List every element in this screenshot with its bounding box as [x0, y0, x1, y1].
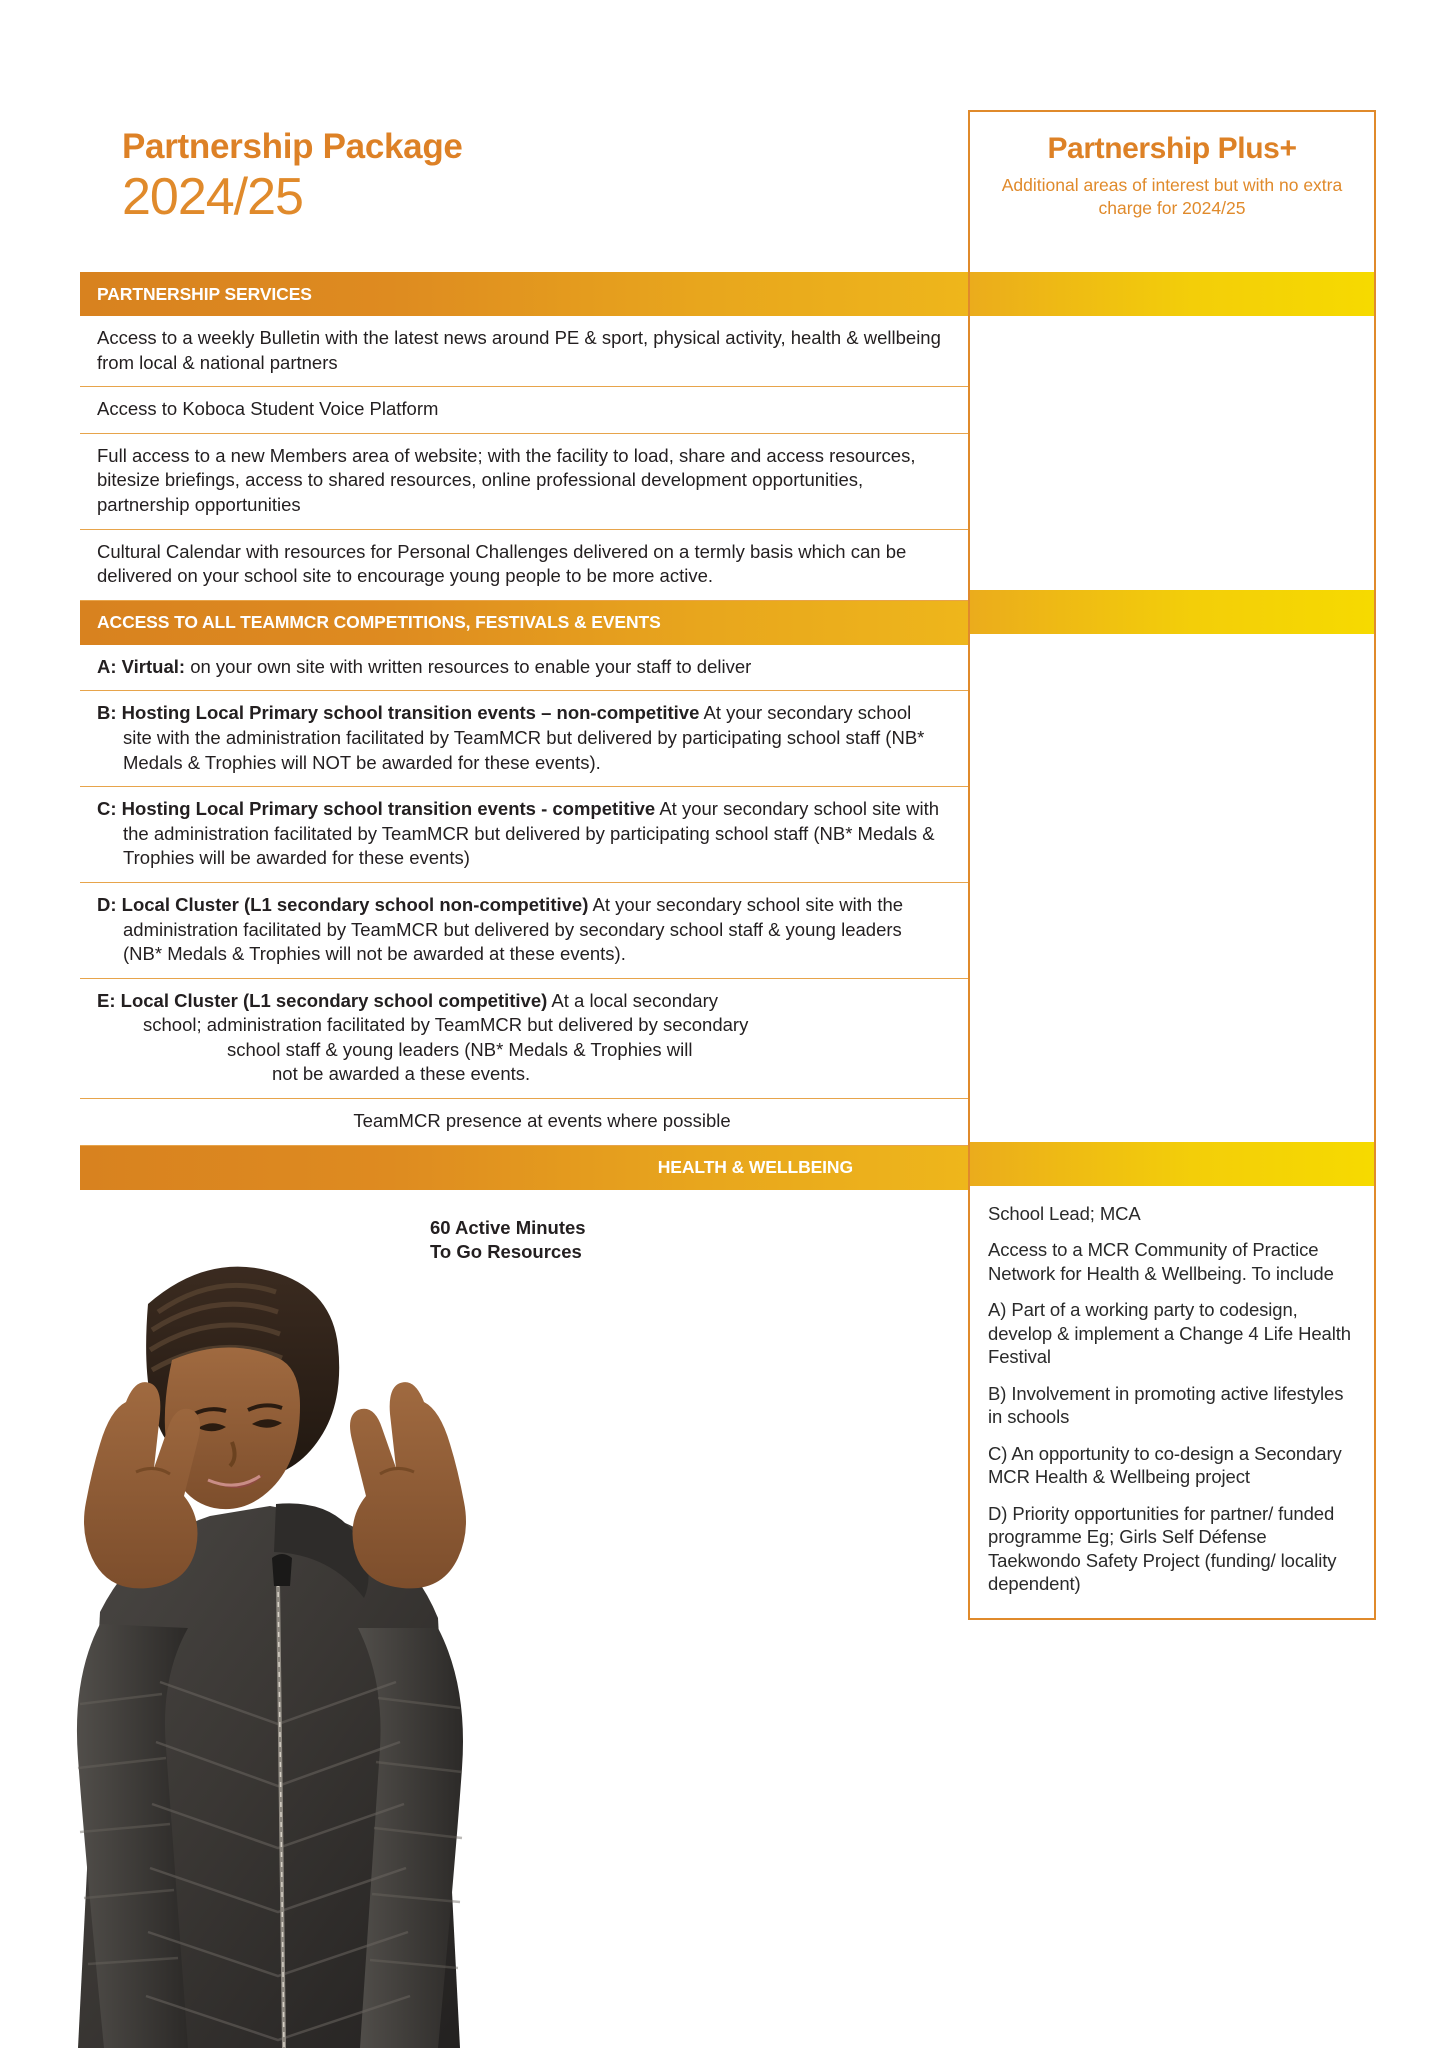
item-lead-label: B: Hosting Local Primary school transition events – non-competitive — [97, 702, 700, 724]
table-row: Full access to a new Members area of website; with the facility to load, share and access resources, bitesize briefings, access to shared resources, online professional development opportunities, partnership opportunities — [80, 433, 968, 529]
section-header-label: HEALTH & WELLBEING — [657, 1157, 853, 1178]
health-wellbeing-line-2: To Go Resources — [430, 1241, 582, 1263]
table-row: Cultural Calendar with resources for Personal Challenges delivered on a termly basis which can be delivered on your school site to encourage young people to be more active. — [80, 529, 968, 600]
list-item: School Lead; MCA — [988, 1203, 1141, 1224]
page-title: Partnership Package — [122, 127, 463, 166]
partnership-plus-column — [968, 272, 1376, 1620]
table-row — [80, 690, 968, 786]
health-wellbeing-line-1: 60 Active Minutes — [430, 1216, 586, 1238]
partnership-services-rows — [80, 316, 968, 601]
partnership-plus-subtitle: Additional areas of interest but with no extra charge for 2024/25 — [1001, 175, 1343, 218]
list-item: D) Priority opportunities for partner/ funded programme Eg; Girls Self Défense Taekwondo Safety Project (funding/ locality dependent) — [988, 1502, 1337, 1595]
item-body-text: on your own site with written resources to enable your staff to deliver — [185, 655, 752, 677]
item-lead-label: D: Local Cluster (L1 secondary school non-competitive) — [97, 893, 589, 915]
partnership-plus-panel-header — [968, 110, 1376, 272]
item-body-text: At a local secondary — [547, 989, 718, 1011]
page-header — [0, 0, 1448, 272]
list-item: B) Involvement in promoting active lifestyles in schools — [988, 1382, 1344, 1428]
item-body-line: school; administration facilitated by TeamMCR but delivered by secondary — [143, 1014, 749, 1036]
list-item: A) Part of a working party to codesign, develop & implement a Change 4 Life Health Festival — [988, 1299, 1351, 1368]
item-lead-label: C: Hosting Local Primary school transition events - competitive — [97, 798, 656, 820]
table-row — [80, 882, 968, 978]
item-lead-label: E: Local Cluster (L1 secondary school competitive) — [97, 989, 548, 1011]
section-header-partnership-services — [80, 272, 968, 316]
item-lead-label: A: Virtual: — [97, 655, 186, 677]
plus-spacer-competitions — [970, 634, 1374, 1142]
photo-hands — [84, 1382, 466, 1588]
list-item: Access to a MCR Community of Practice Network for Health & Wellbeing. To include — [988, 1239, 1334, 1284]
table-row: Access to Koboca Student Voice Platform — [80, 386, 968, 433]
section-header-label: PARTNERSHIP SERVICES — [97, 283, 312, 304]
title-block — [122, 128, 463, 225]
left-column — [80, 272, 968, 1310]
item-body-text: At your secondary school site with the administration facilitated by TeamMCR but delivered by secondary school staff & young leaders (NB* Medals & Trophies will not be awarded at these events). — [123, 893, 904, 965]
item-body-text: At your secondary school site with the administration facilitated by TeamMCR but delivered by participating school staff (NB* Medals & Trophies will NOT be awarded for these events). — [123, 702, 925, 773]
health-wellbeing-body — [80, 1190, 968, 1310]
plus-bar-competitions — [970, 590, 1374, 634]
plus-bar-health-wellbeing — [970, 1142, 1374, 1186]
item-body-text: At your secondary school site with the administration facilitated by TeamMCR but delivered by participating school staff (NB* Medals & Trophies will be awarded for these events) — [123, 798, 940, 869]
list-item: C) An opportunity to co-design a Secondary MCR Health & Wellbeing project — [988, 1442, 1342, 1488]
plus-items-list — [970, 1186, 1374, 1618]
photo-coat — [77, 1503, 463, 2048]
section-header-health-wellbeing — [80, 1146, 968, 1190]
table-row — [80, 978, 968, 1098]
page-title-year: 2024/25 — [122, 167, 303, 226]
plus-spacer-services — [970, 316, 1374, 590]
section-header-label: ACCESS TO ALL TEAMMCR COMPETITIONS, FESTIVALS & EVENTS — [97, 612, 661, 633]
table-row: Access to a weekly Bulletin with the latest news around PE & sport, physical activity, health & wellbeing from local & national partners — [97, 327, 941, 373]
table-row — [80, 645, 968, 691]
competitions-rows — [80, 645, 968, 1146]
partnership-plus-title: Partnership Plus+ — [1047, 132, 1297, 165]
item-body-line: school staff & young leaders (NB* Medals & Trophies will — [227, 1038, 693, 1060]
table-row: TeamMCR presence at events where possible — [80, 1098, 968, 1145]
student-peace-sign-photo — [40, 1252, 510, 2048]
plus-bar-partnership-services — [970, 272, 1374, 316]
item-body-line: not be awarded a these events. — [272, 1063, 531, 1085]
section-header-competitions — [80, 601, 968, 645]
table-row — [80, 786, 968, 882]
